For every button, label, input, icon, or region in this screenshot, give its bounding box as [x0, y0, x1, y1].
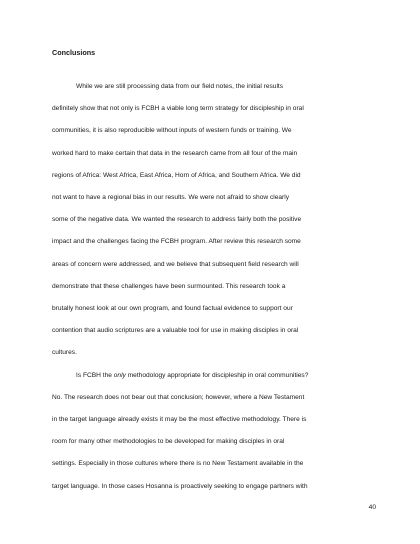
first-line-before: Is FCBH the [76, 371, 114, 379]
paragraph-line: settings. Especially in those cultures where there is no New Testament available in the [52, 460, 304, 468]
paragraph-line: room for many other methodologies to be developed for making disciples in oral [52, 438, 285, 446]
paragraph-line: not want to have a regional bias in our results. We were not afraid to show clearly [52, 194, 290, 202]
emphasized-word: only [113, 371, 126, 379]
paragraph-line: brutally honest look at our own program, and found factual evidence to support our [52, 305, 293, 313]
paragraph-line: worked hard to make certain that data in the research came from all four of the main [52, 149, 298, 157]
paragraph-line: in the target language already exists it may be the most effective methodology. There is [52, 416, 307, 424]
paragraph-1 [52, 76, 374, 365]
first-line-after: methodology appropriate for discipleship in oral communities? [125, 371, 309, 379]
paragraph-line: communities, it is also reproducible without inputs of western funds or training. We [52, 127, 292, 135]
page-content [52, 48, 374, 498]
paragraph-2 [52, 365, 374, 498]
paragraph-line: contention that audio scriptures are a valuable tool for use in making disciples in oral [52, 327, 299, 335]
paragraph-line: impact and the challenges facing the FCBH program. After review this research some [52, 238, 301, 246]
section-heading: Conclusions [52, 48, 96, 57]
paragraph-line: target language. In those cases Hosanna is proactively seeking to engage partners with [52, 482, 308, 490]
paragraph-line: While we are still processing data from our field notes, the initial results [76, 83, 284, 90]
paragraph-line: definitely show that not only is FCBH a viable long term strategy for discipleship in oral [52, 105, 304, 113]
paragraph-first-line [52, 365, 374, 387]
paragraph-line: regions of Africa: West Africa, East Africa, Horn of Africa, and Southern Africa. We did [52, 171, 301, 179]
paragraph-line: some of the negative data. We wanted the research to address fairly both the positive [52, 216, 302, 224]
paragraph-line: areas of concern were addressed, and we believe that subsequent field research will [52, 260, 299, 268]
paragraph-line: demonstrate that these challenges have been surmounted. This research took a [52, 282, 286, 290]
paragraph-line: No. The research does not bear out that conclusion; however, where a New Testament [52, 393, 305, 401]
paragraph-line: cultures. [52, 349, 77, 357]
page-number: 40 [368, 504, 376, 511]
